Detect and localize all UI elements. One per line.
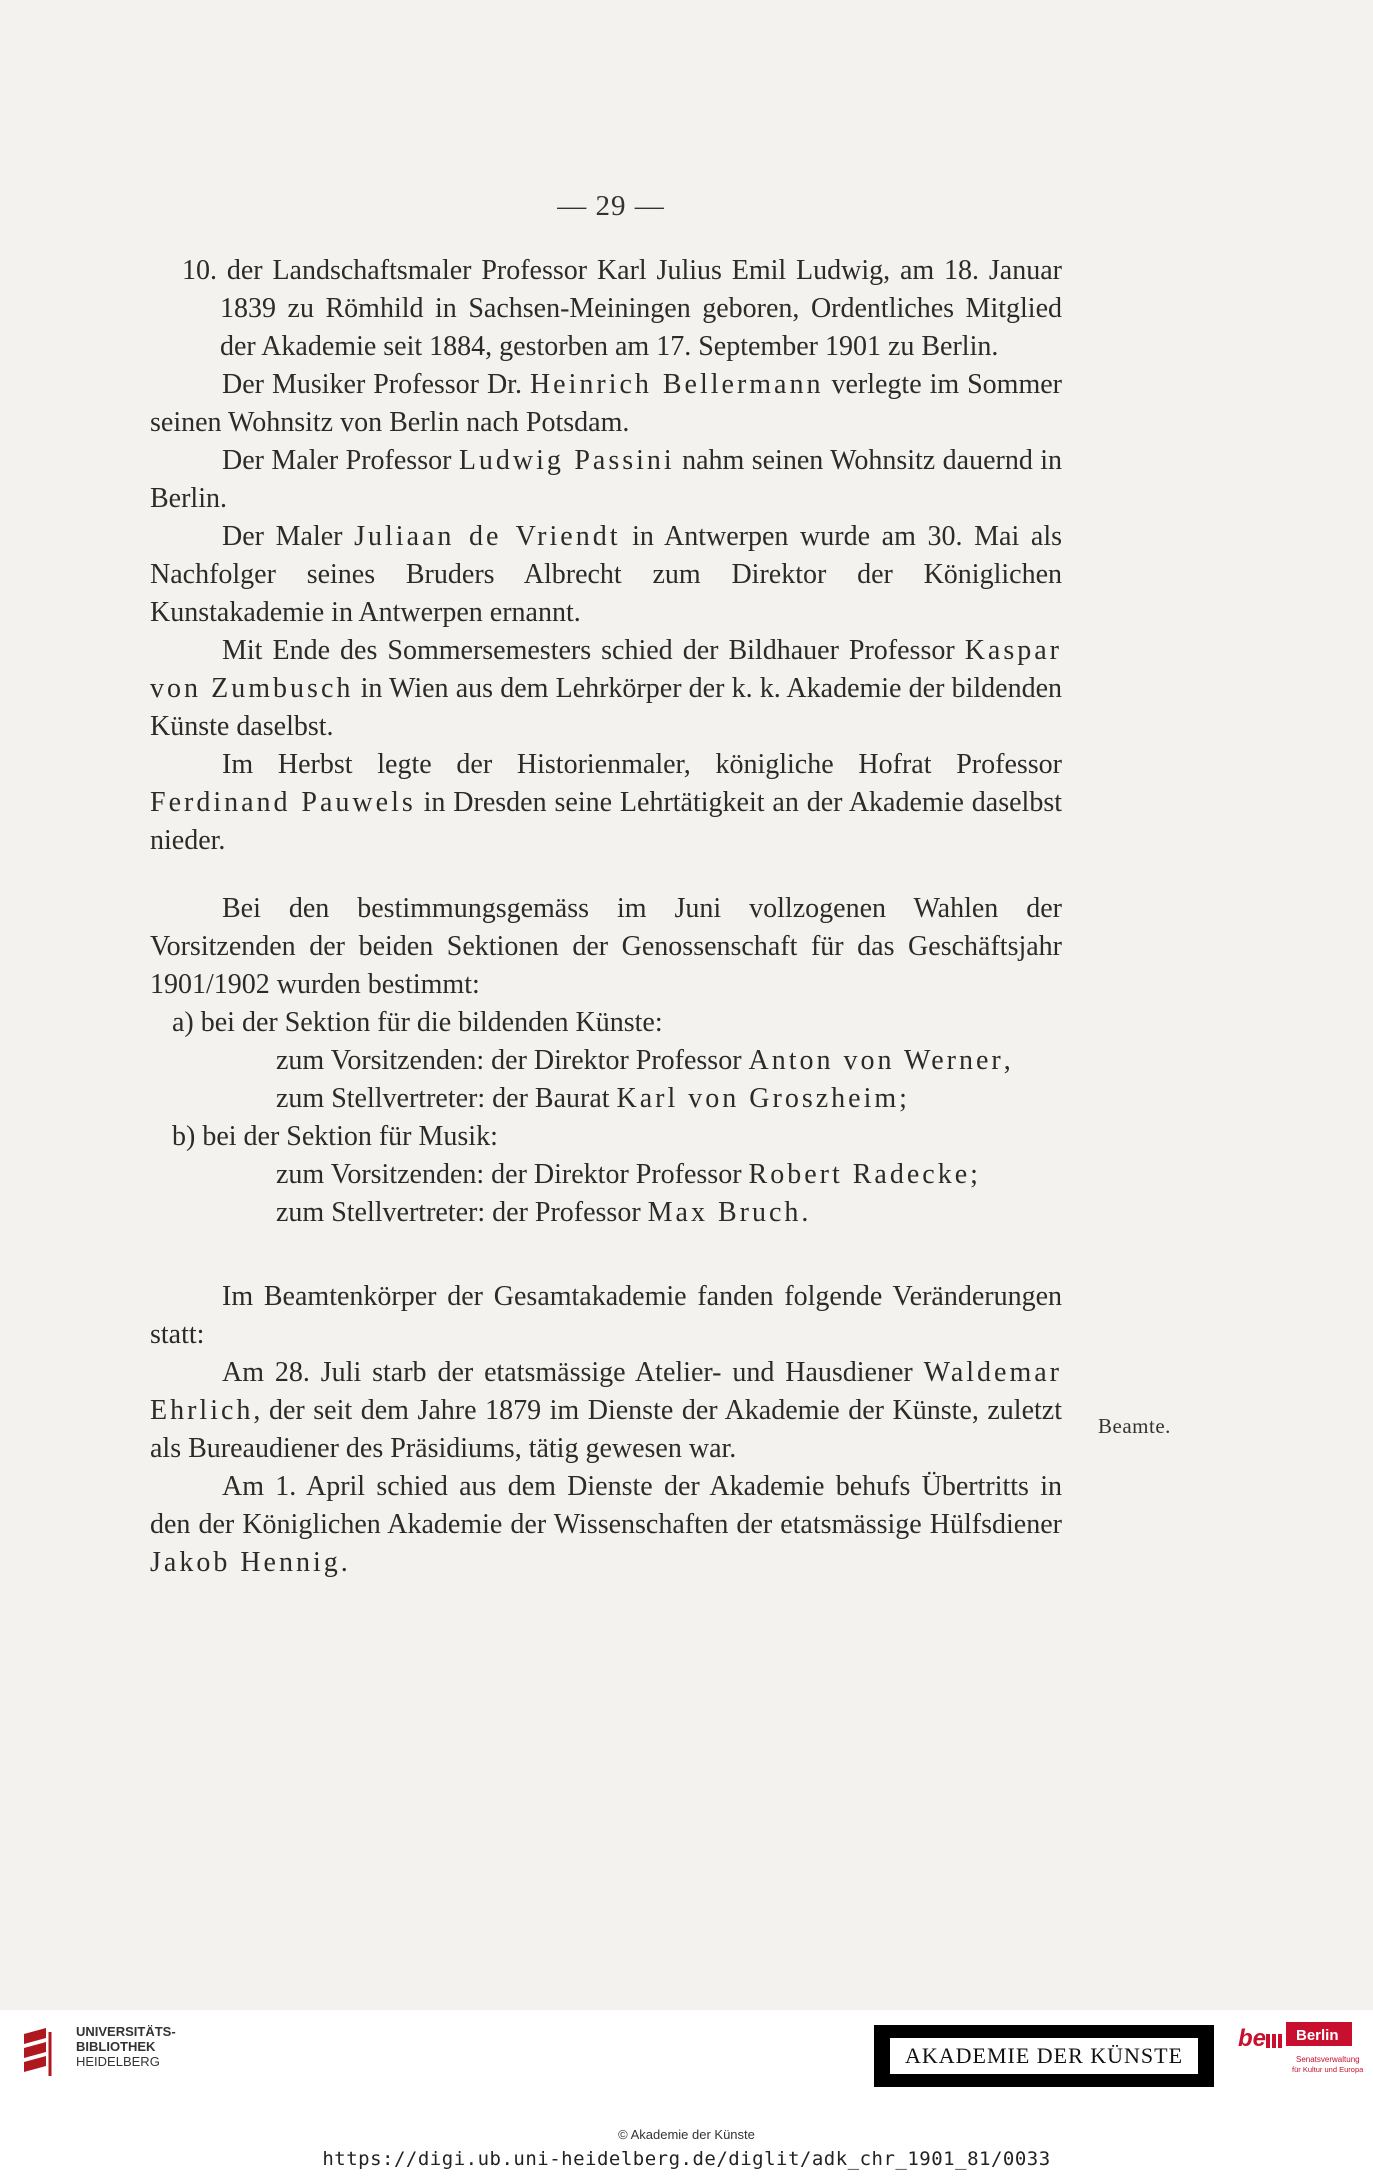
text-span: ; [899,1083,907,1114]
person-name: Waldemar Ehrlich [150,1357,1062,1426]
svg-text:Senatsverwaltung: Senatsverwaltung [1296,2055,1360,2064]
paragraph-bellermann [150,366,1062,442]
senatsverwaltung-berlin-logo[interactable] [1236,2020,1364,2084]
adk-logo-text: AKADEMIE DER KÜNSTE [890,2038,1198,2074]
text-span: Am 1. April schied aus dem Dienste der Akademie behufs Übertritts in den der Königlichen Akademie der Wissenschaften der etatsmässige Hülfsdiener [150,1471,1062,1540]
person-name: Anton von Werner [748,1045,1004,1076]
paragraph-zumbusch [150,632,1062,746]
list-subitem [150,1042,1062,1080]
svg-text:für Kultur und Europa: für Kultur und Europa [1292,2065,1364,2074]
text-span: , [1003,1045,1011,1076]
list-subitem [150,1156,1062,1194]
person-name: Juliaan de Vriendt [354,521,621,552]
text-span: Der Maler Professor [222,445,459,476]
berlin-logo-icon [1236,2020,1364,2084]
text-span: in Antwerpen wurde am 30. Mai als Nachfolger seines Bruders Albrecht zum Direktor der Königlichen Kunstakademie in Antwerpen ernannt. [150,521,1062,628]
person-name: Jakob Hennig [150,1547,341,1578]
paragraph-pauwels [150,746,1062,860]
person-name: Max Bruch [647,1197,802,1228]
text-span: ; [970,1159,978,1190]
paragraph-ehrlich [150,1354,1062,1468]
permalink-url[interactable]: https://digi.ub.uni-heidelberg.de/diglit/adk_chr_1901_81/0033 [322,2148,1051,2170]
page-number: — 29 — [557,190,665,222]
text-span: . [340,1547,348,1578]
text-span: , der seit dem Jahre 1879 im Dienste der Akademie der Künste, zuletzt als Bureaudiener des Präsidiums, tätig gewesen war. [150,1395,1062,1464]
paragraph-beamtenkoerper: Im Beamtenkörper der Gesamtakademie fanden folgende Veränderungen statt: [150,1281,1062,1350]
text-span: . [801,1197,809,1228]
footer-bar [0,2010,1373,2179]
svg-text:Berlin: Berlin [1296,2027,1339,2044]
text-span: Im Herbst legte der Historienmaler, königliche Hofrat Professor [222,749,1062,780]
text-span: in Wien aus dem Lehrkörper der k. k. Akademie der bildenden Künste daselbst. [150,673,1062,742]
person-name: Heinrich Bellermann [529,369,824,400]
paragraph-ludwig: 10. der Landschaftsmaler Professor Karl Julius Emil Ludwig, am 18. Januar 1839 zu Römhild in Sachsen-Meiningen geboren, Ordentliches Mitglied der Akademie seit 1884, gestorben am 17. September 1901 zu Berlin. [182,255,1062,362]
list-subitem [150,1080,1062,1118]
text-span: verlegte im Sommer seinen Wohnsitz von Berlin nach Potsdam. [150,369,1062,438]
paragraph-wahlen: Bei den bestimmungsgemäss im Juni vollzogenen Wahlen der Vorsitzenden der beiden Sektionen der Genossenschaft für das Geschäftsjahr 1901/1902 wurden bestimmt: [150,893,1062,1000]
text-span: zum Vorsitzenden: der Direktor Professor [276,1045,749,1076]
text-span: zum Stellvertreter: der Baurat [276,1083,617,1114]
ub-heidelberg-logo[interactable] [16,2024,176,2084]
paragraph-vriendt [150,518,1062,632]
text-span: nahm seinen Wohnsitz dauernd in Berlin. [150,445,1063,514]
person-name: Karl von Groszheim [616,1083,900,1114]
person-name: Kaspar von Zumbusch [150,635,1062,704]
text-span: in Dresden seine Lehrtätigkeit an der Akademie daselbst nieder. [150,787,1062,856]
copyright-text: © Akademie der Künste [618,2127,755,2142]
person-name: Ferdinand Pauwels [150,787,416,818]
text-span: Mit Ende des Sommersemesters schied der Bildhauer Professor [222,635,965,666]
akademie-der-kuenste-logo[interactable] [874,2025,1214,2087]
paragraph-passini [150,442,1062,518]
svg-text:be: be [1238,2025,1267,2052]
text-span: zum Vorsitzenden: der Direktor Professor [276,1159,749,1190]
ub-logo-icon [16,2024,66,2084]
text-span: Der Musiker Professor Dr. [222,369,530,400]
ub-line: HEIDELBERG [76,2054,160,2069]
list-subitem [150,1194,1062,1232]
person-name: Ludwig Passini [458,445,675,476]
text-span: Am 28. Juli starb der etatsmässige Atelier- und Hausdiener [222,1357,924,1388]
ub-line: BIBLIOTHEK [76,2039,156,2054]
paragraph-hennig [150,1468,1062,1582]
list-item-a: a) bei der Sektion für die bildenden Künste: [172,1007,663,1038]
list-item-b: b) bei der Sektion für Musik: [172,1121,498,1152]
person-name: Robert Radecke [748,1159,971,1190]
ub-line: UNIVERSITÄTS- [76,2024,176,2039]
document-body [150,252,1062,1582]
text-span: Der Maler [222,521,355,552]
ub-logo-text [76,2024,176,2069]
text-span: zum Stellvertreter: der Professor [276,1197,648,1228]
margin-note: Beamte. [1098,1414,1171,1438]
